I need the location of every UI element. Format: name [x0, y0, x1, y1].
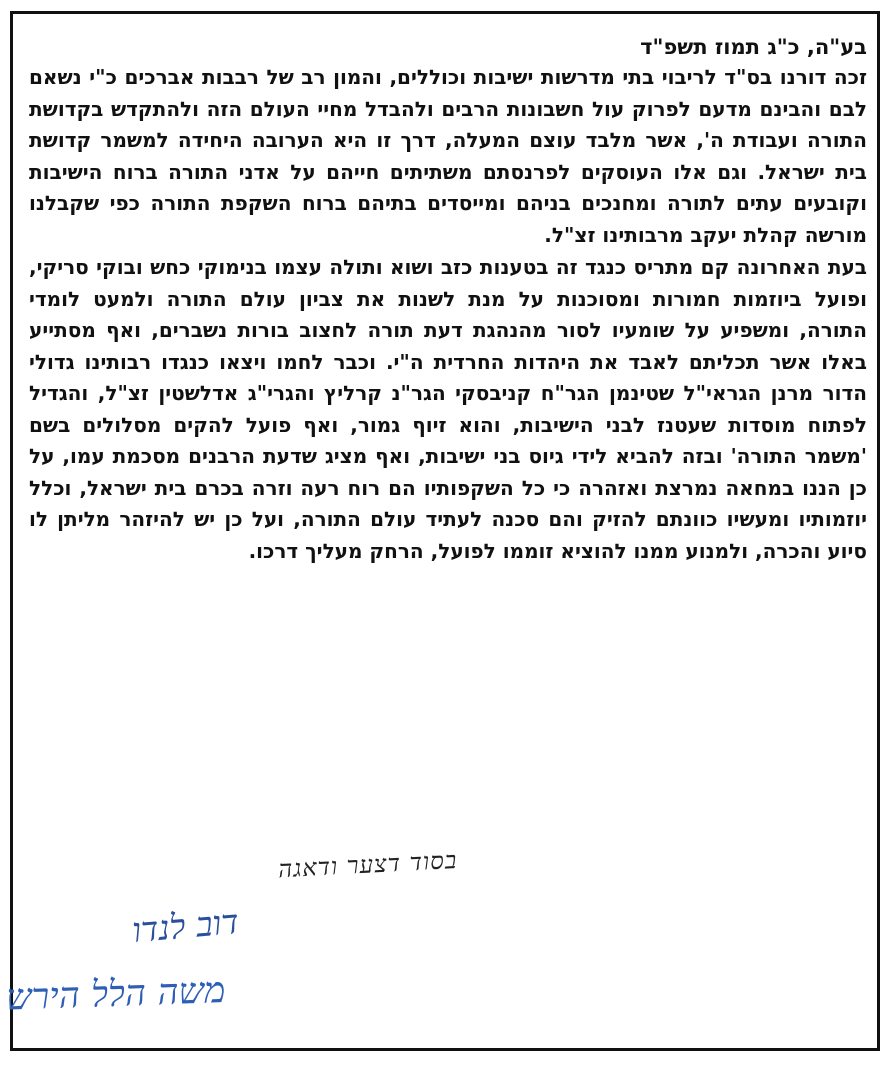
paragraph-2-warning: הננו במחאה נמרצת ואזהרה כי כל השקפותיו הם רוח רעה וזרה בכרם בית ישראל, וכלל יוזמותיו ומעשיו כוונתם להזיק והם סכנה לעתיד עולם התורה, [29, 475, 867, 531]
paragraph-2 [29, 252, 867, 567]
handwritten-line-1: בסוד דצער ודאגה [277, 846, 458, 884]
letter-date: בע"ה, כ"ג תמוז תשפ"ד [640, 35, 867, 59]
signature-1: דוב לנדו [131, 902, 241, 952]
paragraph-2-opening: בעת האחרונה קם מתריס כנגד זה בטענות כזב ושוא ותולה עצמו בנימוקי כחש ובוקי סריקי, ופועל ביוזמות חמורות ומסוכנות על מנת לשנות את צביון עולם התורה ולמעט לומדי התורה, ומשפיע על שומעיו לסור מהנהגת דעת תורה לחצוב בורות נשברים, ואף מסתייע באלו אשר תכליתם לאבד את היהדות החרדית ה"י. וכבר לחמו ויצאו כנגדו רבותינו גדולי הדור מרנן הגראי"ל שטינמן הגר"ח קניבסקי הגר"נ קרליץ והגרי"ג אדלשטין זצ"ל, והגדיל לפתוח מוסדות שעטנז לבני הישיבות, והוא זיוף גמור, ואף פועל להקים מסלולים בשם 'משמר התורה' ובזה להביא לידי גיוס בני ישיבות, ואף מציג שדעת הרבנים מסכמת עמו, על כן [29, 255, 867, 500]
signature-2: משה הלל הירש [5, 970, 226, 1019]
letter-body [29, 32, 867, 567]
paragraph-1: זכה דורנו בס"ד לריבוי בתי מדרשות ישיבות וכוללים, והמון רב של רבבות אברכים כ"י נשאם לבם והבינם מדעם לפרוק עול חשבונות הרבים ולהבדל מחיי העולם הזה ולהתקדש בקדושת התורה ועבודת ה', אשר מלבד עוצם המעלה, דרך זו היא הערובה היחידה למשמר קדושת בית ישראל. וגם אלו העוסקים לפרנסתם משתיתים חייהם על אדני התורה ברוח הישיבות וקובעים עתים לתורה ומחנכים בניהם ומייסדים בתיהם ברוח השקפת התורה כפי שקבלנו מורשה קהלת יעקב מרבותינו זצ"ל. [29, 65, 867, 247]
letter-frame [5, 11, 880, 1051]
paragraph-2-closing: ועל כן יש להיזהר מליתן לו סיוע והכרה, ולמנוע ממנו להוציא זוממו לפועל, הרחק מעליך דרכו. [29, 507, 867, 563]
